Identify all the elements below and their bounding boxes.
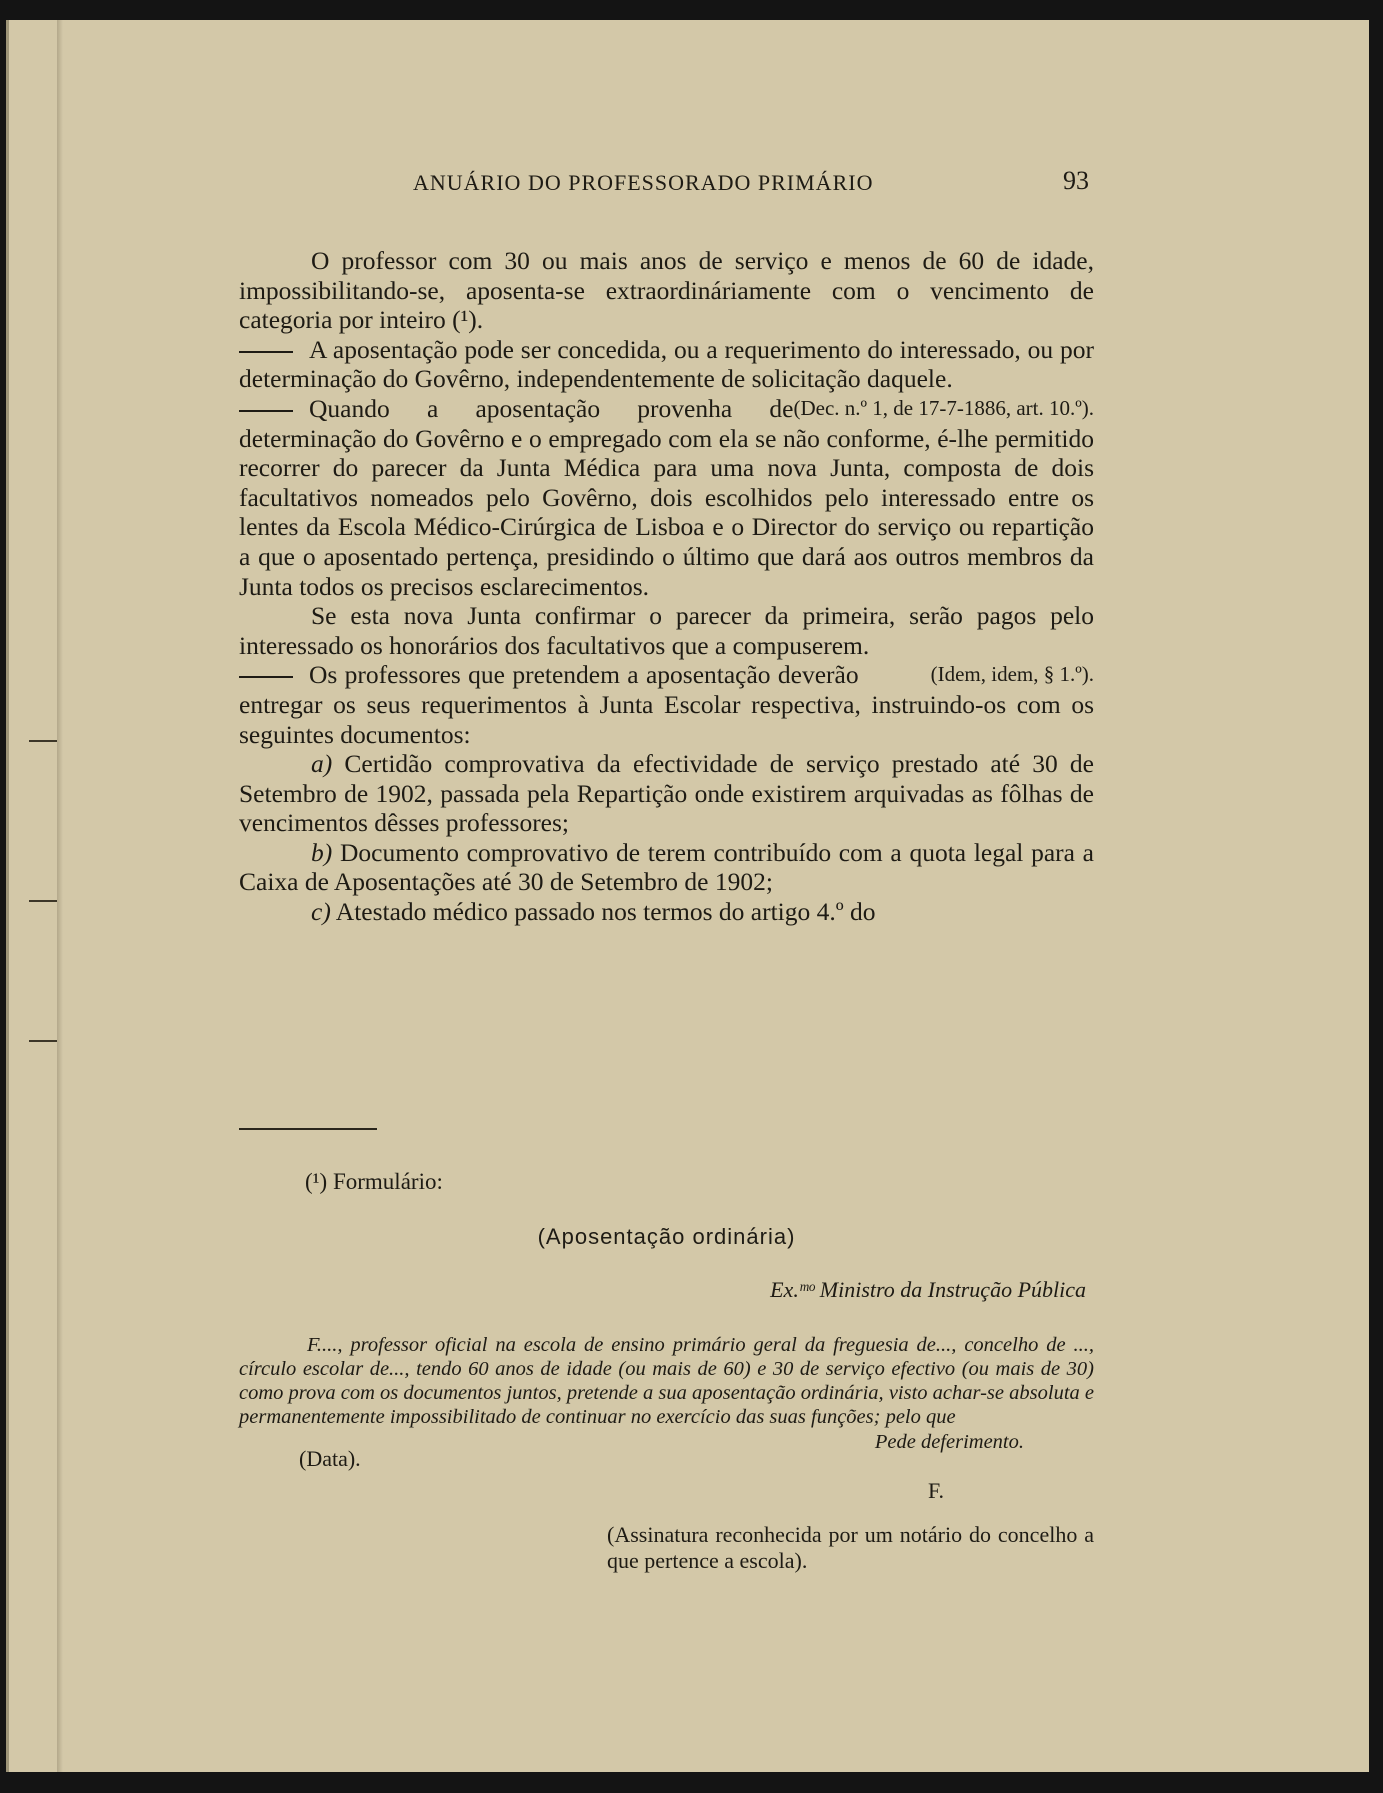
margin-mark [29,740,57,742]
main-text [239,246,1094,927]
form-closing [239,1431,1094,1471]
form-petition: F...., professor oficial na escola de ensino primário geral da freguesia de..., concelho de ..., círculo escolar de..., tendo 60 anos de idade (ou mais de 60) e 30 de serviço efectivo (ou mais de 30) como prova com os documentos juntos, pretende a sua aposentação ordinária, visto achar-se absoluta e permanentemente impossibilitado de continuar no exercício das suas funções; pelo que [239,1334,1094,1428]
margin-mark [29,1040,57,1042]
form-request: Pede deferimento. [874,1431,1024,1453]
form-addressee: Ex.ᵐᵒ Ministro da Instrução Pública [770,1277,1086,1302]
dash-rule [239,351,293,353]
page-header [9,150,1369,195]
paragraph: O professor com 30 ou mais anos de serviço e menos de 60 de idade, impossibilitando-se, aposenta-se extraordináriamente com o vencimento de categoria por inteiro (¹). [239,246,1094,335]
book-page [6,20,1369,1772]
item-text: Certidão comprovativa da efectividade de serviço prestado até 30 de Setembro de 1902, passada pela Repartição onde existirem arquivadas as fôlhas de vencimentos dêsses professores; [239,749,1094,838]
footnote-separator [239,1128,377,1130]
paragraph-text: Os professores que pretendem a aposentação deverão entregar os seus requerimentos à Junta Escolar respectiva, instruindo-os com os seguintes documentos: [239,660,1094,749]
item-text: Atestado médico passado nos termos do artigo 4.º do [335,897,876,927]
signature-note: (Assinatura reconhecida por um notário do concelho a que pertence a escola). [607,1522,1094,1573]
paragraph [239,601,1094,687]
dash-rule [239,410,293,412]
list-item [239,838,1094,897]
footnote-marker: (¹) [305,1169,328,1194]
paragraph-text: Se esta nova Junta confirmar o parecer da primeira, serão pagos pelo interessado os honorários dos facultativos que a compuserem. [239,601,1094,660]
dash-rule [239,676,293,678]
item-label: a) [311,749,333,779]
legal-citation: (Dec. n.º 1, de 17-7-1886, art. 10.º). [793,395,1094,420]
running-title: ANUÁRIO DO PROFESSORADO PRIMÁRIO [413,170,874,195]
list-item [239,749,1094,838]
item-label: b) [311,837,333,867]
item-label: c) [311,897,331,927]
list-item [239,897,1094,927]
paragraph [239,334,1094,420]
legal-citation: (Idem, idem, § 1.º). [930,662,1094,687]
footnote [239,1168,1094,1574]
page-number: 93 [1063,166,1089,195]
item-text: Documento comprovativo de terem contribuído com a quota legal para a Caixa de Aposentações até 30 de Setembro de 1902; [239,837,1094,897]
margin-mark [29,900,57,902]
footnote-head [239,1168,1094,1195]
form-title: (Aposentação ordinária) [537,1224,796,1249]
paragraph-text: A aposentação pode ser concedida, ou a requerimento do interessado, ou por determinação do Govêrno, independentemente de solicitação daquele. [239,334,1094,394]
form-date: (Data). [299,1446,361,1471]
paragraph [239,394,1094,601]
footnote-label: Formulário: [332,1169,443,1194]
paragraph-text: Quando a aposentação provenha de determinação do Govêrno e o empregado com ela se não conforme, é-lhe permitido recorrer do parecer da Junta Médica para uma nova Junta, composta de dois facultativos nomeados pelo Govêrno, dois escolhidos pelo interessado entre os lentes da Escola Médico-Cirúrgica de Lisboa e o Director do serviço ou repartição a que o aposentado pertença, presidindo o último que dará aos outros membros da Junta todos os precisos esclarecimentos. [239,393,1094,601]
form-initial: F. [928,1478,944,1503]
